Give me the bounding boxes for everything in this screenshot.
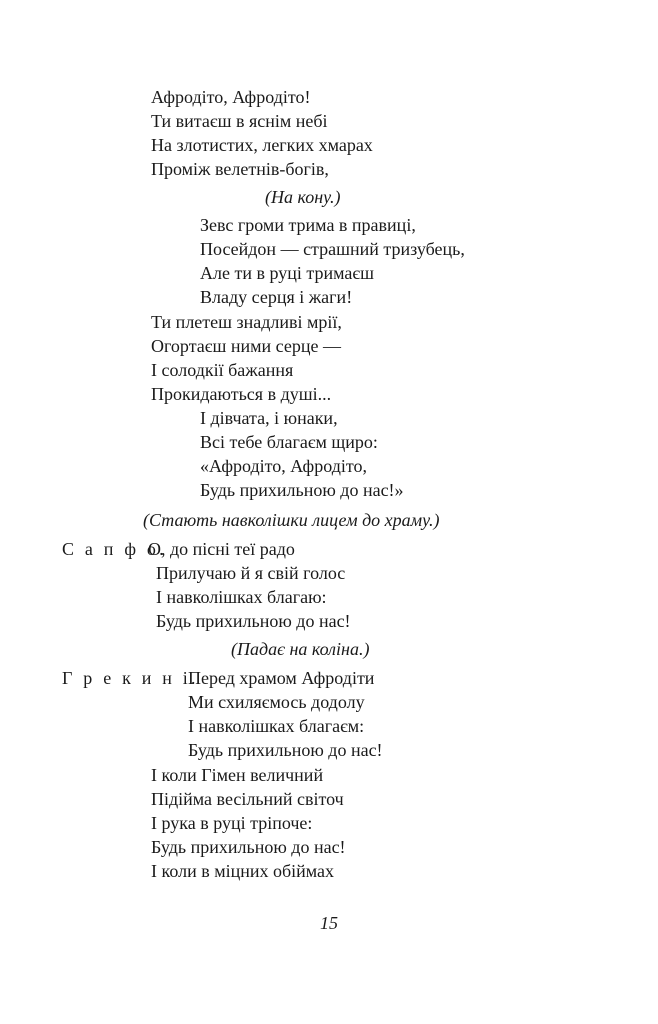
verse-line: Владу серця і жаги!: [200, 287, 353, 307]
stage-direction: (На кону.): [265, 187, 341, 207]
verse-line: І коли в міцних обіймах: [151, 861, 335, 881]
verse-line: І дівчата, і юнаки,: [200, 408, 338, 428]
verse-line: Будь прихильною до нас!: [156, 611, 351, 631]
verse-line: Посейдон — страшний тризубець,: [200, 239, 465, 259]
verse-line: Перед храмом Афродіти: [188, 668, 375, 688]
verse-line: Прилучаю й я свій голос: [156, 563, 346, 583]
stage-direction: (Падає на коліна.): [231, 639, 370, 659]
verse-line: Будь прихильною до нас!»: [200, 480, 404, 500]
verse-line: Афродіто, Афродіто!: [151, 87, 311, 107]
verse-line: «Афродіто, Афродіто,: [200, 456, 367, 476]
verse-line: Будь прихильною до нас!: [151, 837, 346, 857]
speaker-name: С а п ф о.: [62, 539, 167, 559]
verse-line: Будь прихильною до нас!: [188, 740, 383, 760]
verse-line: І навколішках благаєм:: [188, 716, 365, 736]
verse-line: На злотистих, легких хмарах: [151, 135, 373, 155]
page-number: 15: [320, 913, 338, 933]
stage-direction: (Стають навколішки лицем до храму.): [143, 510, 440, 530]
verse-line: Прокидаються в душі...: [151, 384, 332, 404]
verse-line: Але ти в руці тримаєш: [200, 263, 374, 283]
verse-line: О, до пісні теї радо: [148, 539, 295, 559]
verse-line: І солодкії бажання: [151, 360, 294, 380]
verse-line: Ми схиляємось додолу: [188, 692, 365, 712]
verse-line: І навколішках благаю:: [156, 587, 327, 607]
speaker-name: Г р е к и н і.: [62, 668, 199, 688]
verse-line: І коли Гімен величний: [151, 765, 324, 785]
verse-line: Зевс громи трима в правиці,: [200, 215, 416, 235]
verse-line: Проміж велетнів-богів,: [151, 159, 329, 179]
verse-line: Ти витаєш в яснім небі: [151, 111, 328, 131]
verse-line: Ти плетеш знадливі мрії,: [151, 312, 342, 332]
verse-line: І рука в руці тріпоче:: [151, 813, 313, 833]
verse-line: Всі тебе благаєм щиро:: [200, 432, 378, 452]
verse-line: Підійма весільний світоч: [151, 789, 344, 809]
verse-line: Огортаєш ними серце —: [151, 336, 341, 356]
